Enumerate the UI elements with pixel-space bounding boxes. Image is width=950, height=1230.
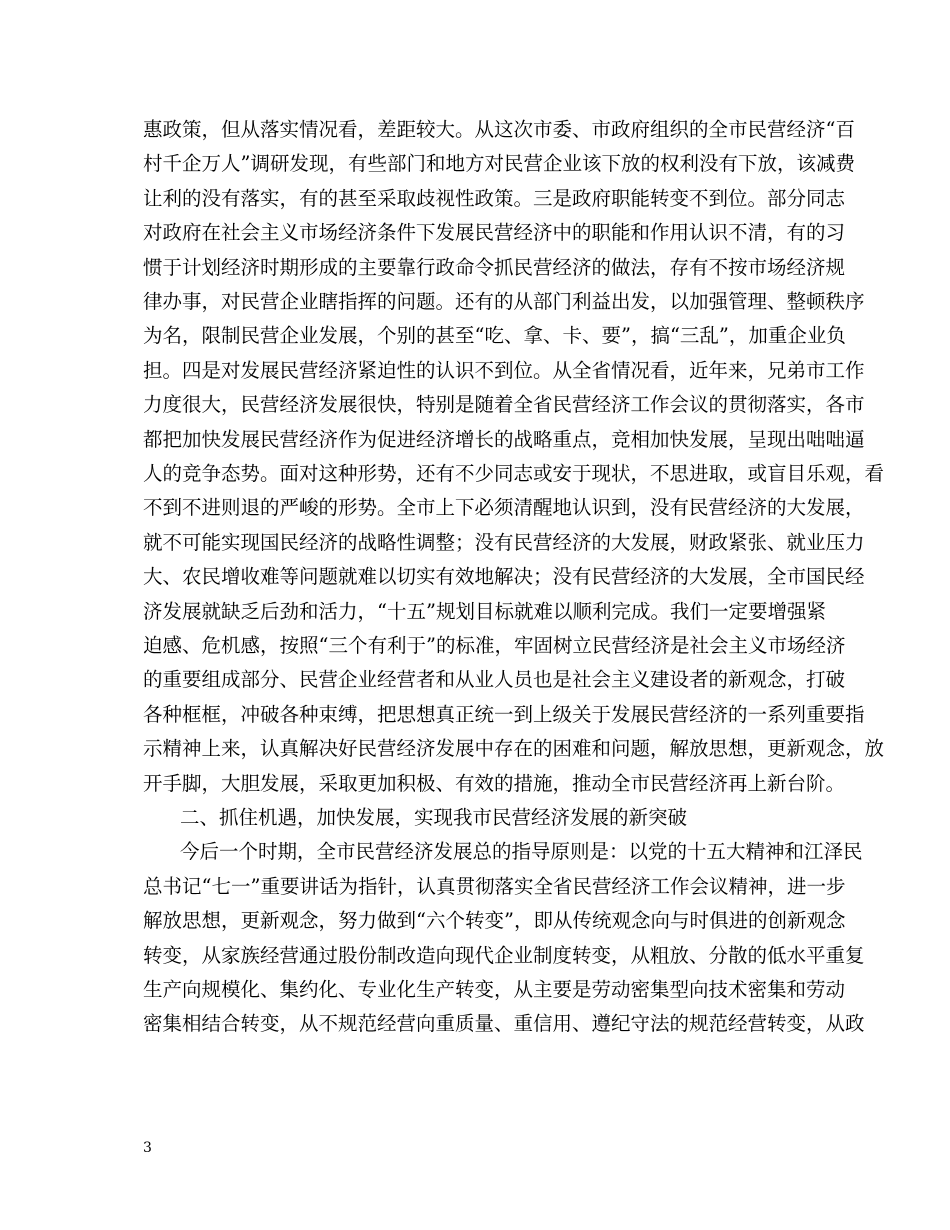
text-line: 总书记“七一”重要讲话为指针，认真贯彻落实全省民营经济工作会议精神，进一步: [143, 874, 846, 898]
text-line: 力度很大，民营经济发展很快，特别是随着全省民营经济工作会议的贯彻落实，各市: [143, 393, 865, 417]
text-line: 担。四是对发展民营经济紧迫性的认识不到位。从全省情况看，近年来，兄弟市工作: [143, 358, 865, 382]
text-line: 村千企万人”调研发现，有些部门和地方对民营企业该下放的权利没有下放，该减费: [143, 152, 855, 176]
text-line: 开手脚，大胆发展，采取更加积极、有效的措施，推动全市民营经济再上新台阶。: [143, 771, 846, 795]
text-line: 迫感、危机感，按照“三个有利于”的标准，牢固树立民营经济是社会主义市场经济: [143, 634, 846, 657]
text-line: 转变，从家族经营通过股份制改造向现代企业制度转变，从粗放、分散的低水平重复: [143, 943, 865, 967]
section-heading: 二、抓住机遇，加快发展，实现我市民营经济发展的新突破: [180, 806, 688, 829]
text-line: 密集相结合转变，从不规范经营向重质量、重信用、遵纪守法的规范经营转变，从政: [143, 1012, 865, 1036]
text-line: 各种框框，冲破各种束缚，把思想真正统一到上级关于发展民营经济的一系列重要指: [143, 702, 865, 726]
text-line: 惯于计划经济时期形成的主要靠行政命令抓民营经济的做法，存有不按市场经济规: [143, 255, 846, 279]
text-line: 对政府在社会主义市场经济条件下发展民营经济中的职能和作用认识不清，有的习: [143, 221, 846, 245]
text-line: 的重要组成部分、民营企业经营者和从业人员也是社会主义建设者的新观念，打破: [143, 668, 846, 692]
text-line: 让利的没有落实，有的甚至采取歧视性政策。三是政府职能转变不到位。部分同志: [143, 186, 846, 210]
text-line: 生产向规模化、集约化、专业化生产转变，从主要是劳动密集型向技术密集和劳动: [143, 978, 846, 1001]
text-line: 济发展就缺乏后劲和活力，“十五”规划目标就难以顺利完成。我们一定要增强紧: [143, 599, 826, 623]
text-line: 大、农民增收难等问题就难以切实有效地解决；没有民营经济的大发展，全市国民经: [143, 565, 865, 589]
text-line: 人的竞争态势。面对这种形势，还有不少同志或安于现状，不思进取，或盲目乐观，看: [143, 462, 885, 485]
text-line: 就不可能实现国民经济的战略性调整；没有民营经济的大发展，财政紧张、就业压力: [143, 530, 865, 554]
text-line: 示精神上来，认真解决好民营经济发展中存在的困难和问题，解放思想，更新观念，放: [143, 737, 885, 761]
text-line: 解放思想，更新观念，努力做到“六个转变”，即从传统观念向与时俱进的创新观念: [143, 909, 846, 933]
text-line: 不到不进则退的严峻的形势。全市上下必须清醒地认识到，没有民营经济的大发展，: [143, 496, 865, 520]
text-line: 今后一个时期，全市民营经济发展总的指导原则是：以党的十五大精神和江泽民: [180, 840, 863, 864]
text-line: 惠政策，但从落实情况看，差距较大。从这次市委、市政府组织的全市民营经济“百: [143, 118, 855, 141]
page-number: 3: [143, 1140, 152, 1156]
text-line: 律办事，对民营企业瞎指挥的问题。还有的从部门利益出发，以加强管理、整顿秩序: [143, 290, 865, 313]
text-line: 都把加快发展民营经济作为促进经济增长的战略重点，竞相加快发展，呈现出咄咄逼: [143, 427, 865, 451]
text-line: 为名，限制民营企业发展，个别的甚至“吃、拿、卡、要”，搞“三乱”，加重企业负: [143, 324, 846, 348]
